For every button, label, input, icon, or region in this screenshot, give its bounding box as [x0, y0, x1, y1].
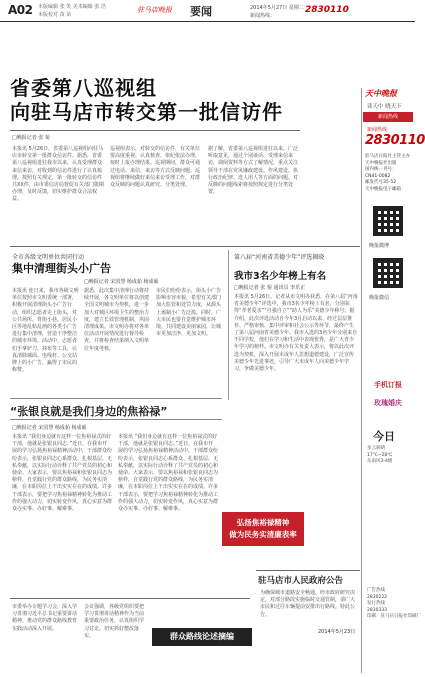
subscribe-ad: 手机订报: [374, 381, 402, 389]
sidebar-info-line: 驻马店日报社主管主办: [365, 154, 410, 159]
footer-line: 印刷：驻马店日报社印刷厂: [367, 614, 421, 620]
column-divider: [228, 250, 229, 400]
quote-title: “张银良就是我们身边的焦裕禄”: [10, 405, 168, 418]
editors-line: 本版编辑 张 笑 美术编辑 张 浩: [38, 4, 106, 10]
sidebar-hotline: 2830110: [365, 133, 425, 148]
sidebar: [363, 88, 425, 677]
article2-title: 集中清理街头小广告: [12, 262, 111, 275]
article3-kicker: 第八届“河南省美德少年”评选揭晓: [234, 254, 325, 261]
notice-date: 2014年5月23日: [318, 629, 356, 635]
sidebar-hotline-label: 新闻热线: [367, 127, 388, 133]
banner-line-2: 做为民务实清廉表率: [229, 530, 297, 539]
banner-line-1: 弘扬焦裕禄精神: [236, 518, 290, 527]
lead-byline: □晚报记者 张 菊: [12, 135, 50, 141]
footer-line: 2830222: [367, 594, 388, 600]
news-hotline-label: 新闻热线：: [250, 13, 276, 19]
footer-line: 发行热线: [367, 601, 385, 607]
wechat-qr-code: [373, 258, 403, 288]
section-title: 要闻: [190, 5, 212, 18]
sidebar-info-line: 天中晚报电子邮箱：: [365, 186, 406, 192]
lead-headline-line-1: 省委第八巡视组: [10, 76, 157, 100]
sidebar-info-line: 国内统一刊号：: [365, 167, 397, 173]
article3-title: 我市3名少年榜上有名: [234, 271, 327, 282]
notice-body: 为确保城市道路安全畅通，经市政府研究决定，对部分路段实施临时交通管制，请广大市民和过往车辆提前安排出行路线。特此公告。: [260, 590, 356, 618]
footer-line: 广告热线: [367, 588, 385, 593]
qr-label-weibo: 晚报微博: [369, 243, 390, 249]
quote-byline: □晚报记者 宋国慧 杨成茹 杨成硕: [12, 425, 87, 431]
campaign-banner: [222, 512, 304, 546]
lead-headline-line-2: 向驻马店市转交第一批信访件: [10, 100, 283, 124]
qr-label-wechat: 晚报微信: [369, 295, 390, 301]
sidebar-logo: 天中晚报: [365, 89, 397, 98]
lead-body-col-1: 本报讯 5月26日，省委第八巡视组向驻马店市转交第一批群众信访件。据悉，省委第八巡视组进驻我市以来，认真受理群众来信来访，对收到的信访件进行了认真梳理。按照有关规定，第一批转交的信访件共XX件，由市委信访局督促有关部门限期办理，及时反馈，切实维护群众合法权益。: [12, 146, 104, 203]
divider: [256, 570, 360, 571]
sidebar-info-line: 邮发代号35-52: [365, 180, 397, 186]
notice-title: 驻马店市人民政府公告: [258, 576, 344, 586]
sidebar-footer: [367, 588, 421, 621]
weather-today-label: 今日: [373, 430, 395, 443]
sidebar-info: [365, 154, 413, 194]
sidebar-info-line: 天中晚报社出版: [365, 160, 397, 166]
article2-kicker: 全市各级文明单位共同行动: [12, 254, 85, 261]
bottom-body-col-2: 会议强调，各级党组织要把学习贯彻讲话精神作为当前重要政治任务，认真组织学习讨论，切实抓好整改落实。: [84, 604, 145, 639]
article3-body: 本报讯 5月26日，记者从市文明办获悉，在第八届“河南省美德少年”评选中，我市3名少年榜上有名，分别获得“孝老爱亲”“自强自立”“助人为乐”美德少年称号。据介绍，此次评选活动自今年3月启动以来，经过层层推荐、严格审核、集中评审和社会公示等环节，最终产生了第八届河南省美德少年。我市入选的3名少年分别来自不同学校，他们在学习和生活中表现优秀，是广大青少年学习的榜样。市文明办有关负责人表示，将以此次评选为契机，深入开展未成年人思想道德建设，广泛宣传美德少年先进事迹，引导广大未成年人向美德少年学习，争做美德少年。: [234, 294, 358, 373]
sidebar-info-line: CN41-0082: [365, 173, 391, 179]
article2-byline: □晚报记者 宋国慧 杨成茹 杨成硕: [84, 279, 159, 285]
footer-line: 2830333: [367, 607, 388, 613]
proofreader-line: 本版校对 苗 苗: [38, 12, 72, 18]
article3-byline: □晚报记者 张 菊 通讯员 李乐正: [234, 285, 306, 291]
lead-body-col-3: 据了解，省委第八巡视组进驻以来，广泛听取意见，通过个别谈话、受理来信来访、调阅资料等方式了解情况，重点关注领导干部在党风廉政建设、作风建设、执行政治纪律、选人用人等方面的问题。对反映的问题线索将按照规定进行分类处置。: [208, 146, 299, 196]
quote-title-bar: [10, 398, 222, 420]
weather-line: 东南风3-4级: [367, 459, 393, 465]
paper-logo: 驻马店晚报: [137, 6, 172, 14]
divider: [10, 246, 360, 247]
wedding-ad: 玫瑰婚庆: [374, 399, 402, 407]
quote-body-col-2: 本报讯 “我们身边就有这样一位焦裕禄式的好干部，他就是张银良同志。”近日，在我市开展的学习弘扬焦裕禄精神活动中，干部群众纷纷表示，张银良同志心系群众、扎根基层、无私奉献，以实际行动诠释了共产党员的初心和使命。大家表示，要以焦裕禄和张银良同志为榜样，自觉践行党的群众路线，为民务实清廉，在本职岗位上干出实实在在的成绩。许多干部表示，要把学习焦裕禄精神转化为推动工作的强大动力，切实转变作风，真心实意为群众办实事、办好事、解难事。: [118, 434, 219, 513]
sidebar-slogan: 读天中 晓天下: [367, 104, 402, 110]
article2-body-col-2: 据悉，此次集中清理行动将持续开展，各文明单位将以创建全国文明城市为契机，进一步加大对城区环境卫生的整治力度，建立长效管理机制，巩固清理成果。市文明办将对各单位活动开展情况进行督导检查，并将检查结果纳入文明单位年度考核。: [84, 288, 150, 352]
quote-body-col-1: 本报讯 “我们身边就有这样一位焦裕禄式的好干部，他就是张银良同志。”近日，在我市开展的学习弘扬焦裕禄精神活动中，干部群众纷纷表示，张银良同志心系群众、扎根基层、无私奉献，以实际行动诠释了共产党员的初心和使命。大家表示，要以焦裕禄和张银良同志为榜样，自觉践行党的群众路线，为民务实清廉，在本职岗位上干出实实在在的成绩。许多干部表示，要把学习焦裕禄精神转化为推动工作的强大动力，切实转变作风，真心实意为群众办实事、办好事、解难事。: [12, 434, 113, 513]
divider: [10, 130, 300, 131]
bottom-box-title: 群众路线论述摘编: [152, 628, 252, 646]
weibo-qr-code: [373, 206, 403, 236]
article2-body-col-1: 本报讯 连日来，我市各级文明单位按照市文明委统一部署，积极开展清理街头小广告行动，组织志愿者走上街头，对公共场所、背街小巷、居民小区等地乱贴乱画的各类小广告进行集中清理，营造干净整洁的城市环境。活动中，志愿者们手拿铲刀、抹布等工具，认真清除墙面、电线杆、公交站牌上的小广告，赢得了市民的称赞。: [12, 288, 79, 374]
bottom-body-col-1: 市委举办专题学习会，深入学习贯彻习近平总书记重要讲话精神，推动党的群众路线教育实践活动深入开展。: [12, 604, 78, 632]
weather-line: 多云转晴: [367, 446, 385, 451]
article2-body-col-3: 市民们纷纷表示，街头小广告影响市容市貌，希望有关部门加大监管和处罚力度，从源头上遏制小广告泛滥。同时，广大市民也要自觉维护城市环境，共同建设美丽家园，让城市更加洁净、更加文明。: [156, 288, 222, 338]
page-header: [0, 0, 415, 22]
issue-date: 2014年5月27日 星期二: [250, 5, 304, 11]
sidebar-red-tag: 新闻热线: [363, 112, 413, 122]
sidebar-divider: [361, 88, 362, 673]
weather-line: 17℃~28℃: [367, 452, 393, 458]
weather-info: [367, 446, 392, 466]
lead-body-col-2: 巡视组表示，对转交的信访件，有关单位要高度重视、认真核查、依纪依法办理，按时上报办理结果。巡视期间，群众可通过电话、来信、来访等方式反映问题。巡视组将继续做好来信来访受理工作，对群众反映的问题认真研究、分类处理。: [110, 146, 201, 189]
lead-headline: [10, 76, 300, 124]
divider: [10, 598, 250, 599]
page-number: A02: [8, 3, 33, 17]
news-hotline-number: 2830110: [305, 5, 349, 15]
